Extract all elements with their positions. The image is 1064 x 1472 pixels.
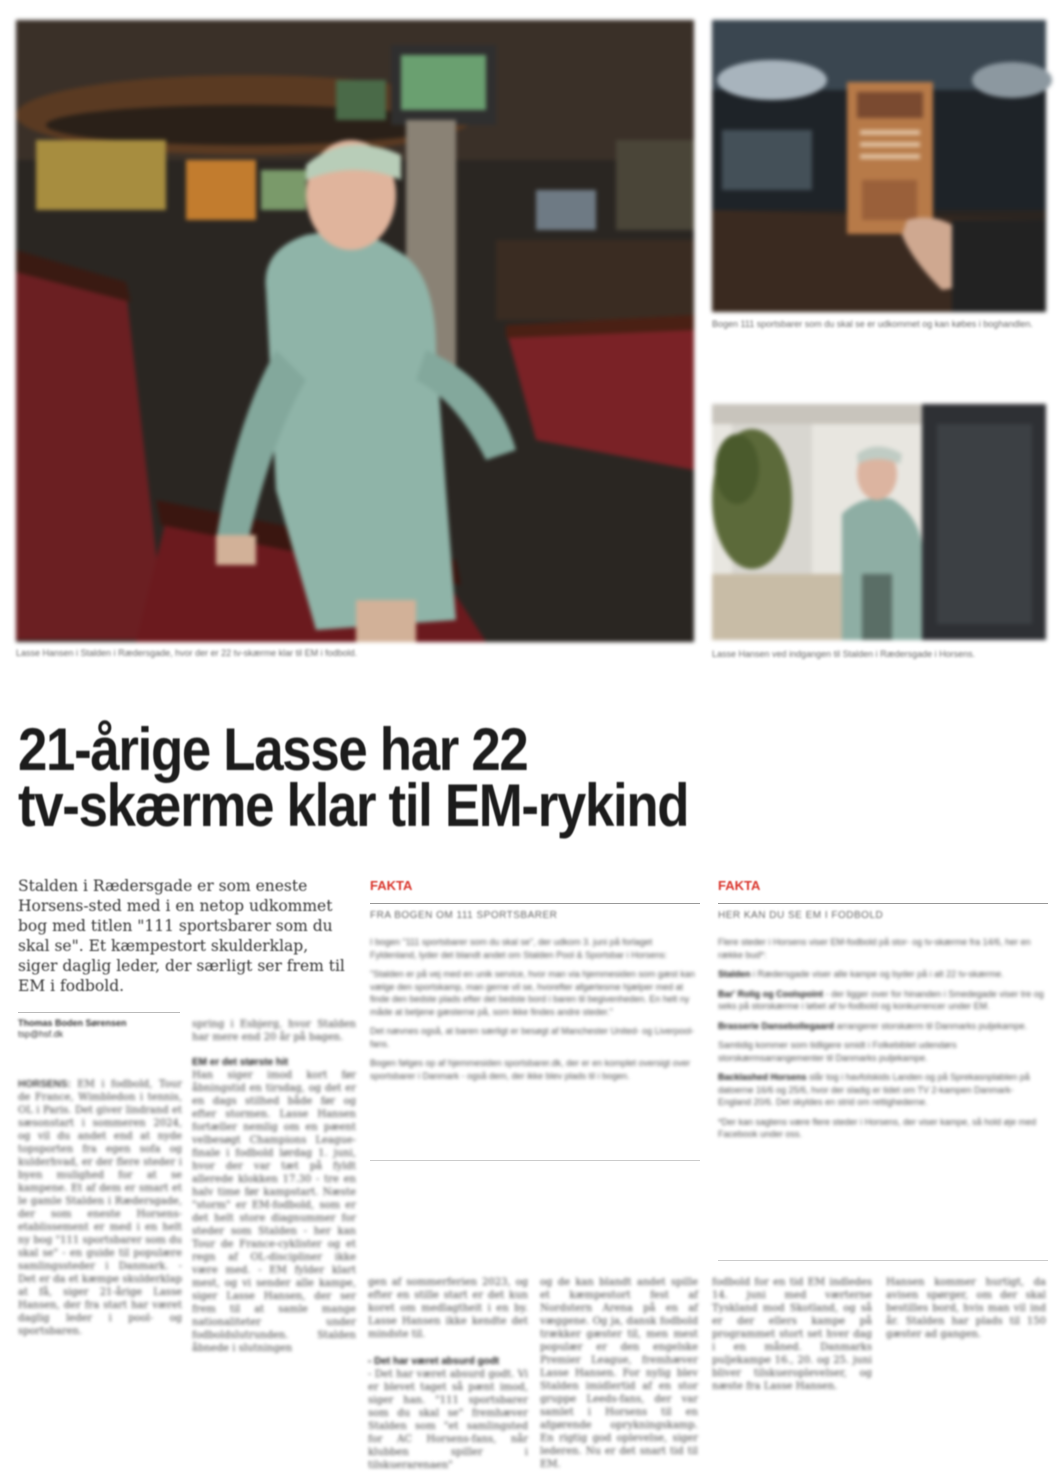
- fakta1-paragraph: Bogen følges op af hjemmesiden sportsbarer.dk, der er en komplet oversigt over sportsbarer i Danmark - også dem, der ikke blev plads til i bogen.: [370, 1058, 691, 1081]
- subheading-em: EM er det største hit: [192, 1057, 289, 1068]
- body-column-6: [712, 1276, 872, 1400]
- book-in-bar-photo: [712, 20, 1046, 312]
- body-column-7: [886, 1276, 1046, 1400]
- body-text-2b: Han siger imod kort før åbningstid en tirsdag, og det er en dags stilhed både før og efter stormen. Lasse Hansen fortæller nemlig om en pæent velbesøgt Champions League-finale i fodbold lørdag 1. juni, hvor der var tæt på fyldt allerede klokken 17.30 - tre en halv time før kampstart. Næste "storm" er EM-fodbold, som er det helt store diagnummer for steder som Stalden - her kan Tour de France-cyklister og et regn af OL-discipliner ikke være med. - EM fylder klart mest, og vi sender alle kampe, siger Lasse Hansen, der ser frem til at samle mange nationaliteter under fodboldslutrunden. Stalden åbnede i slutningen: [192, 1070, 356, 1354]
- dateline: HORSENS:: [18, 1079, 71, 1090]
- fakta2-item-name: Brasserie Dansebollegaard: [718, 1020, 835, 1031]
- fakta-bottom-rule-2: [718, 1260, 1048, 1261]
- article-headline: [18, 716, 810, 839]
- article-lead: Stalden i Rædersgade er som eneste Horsens-sted med i en netop udkommet bog med titlen "111 sportsbarer som du skal se". Et kæmpestort skulderklap, siger daglig leder, der særligt ser frem til EM i fodbold.: [18, 877, 345, 995]
- book-photo-caption: Bogen 111 sportsbarer som du skal se er udkommet og kan købes i boghandlen.: [712, 319, 1033, 329]
- fakta2-intro: Flere steder i Horsens viser EM-fodbold på stor- og tv-skærme fra 14/6, her en række bud*:: [718, 937, 1031, 960]
- fakta2-item-text: Samtidig kommer som tidligere smidt i Folkebiblet udendørs storskærmsarrangementer til Danmarks puljekampe.: [718, 1040, 957, 1063]
- body-column-2: [192, 1018, 356, 1400]
- fakta2-item-text: arrangerer storskærm til Danmarks puljekampe.: [836, 1020, 1028, 1031]
- door-photo: [712, 404, 1046, 640]
- byline: [18, 1018, 178, 1040]
- fakta-label-1: FAKTA: [370, 878, 413, 893]
- main-photo-caption: Lasse Hansen i Stalden i Rædersgade, hvor der er 22 tv-skærme klar til EM i fodbold.: [16, 648, 358, 658]
- fakta2-item-text: - der ligger over for hinanden i Smedegade viser tre og seks på storskærme i løbet af tv-fodbold og konkurrencer under EM.: [718, 988, 1044, 1011]
- byline-name: Thomas Boden Sørensen: [18, 1018, 127, 1028]
- fakta2-item-name: Backlashed Horsens: [718, 1072, 807, 1082]
- fakta2-item: [718, 988, 1044, 1013]
- headline-line-1: 21-årige Lasse har 22: [18, 716, 528, 783]
- body-text-2a: spring i Esbjerg, hvor Stalden har mere end 20 år på bagen.: [192, 1019, 356, 1043]
- body-text-4: og de kan blandt andet spille et kæmpestort fest af Nordstern Arena på en af væggene. Og ja, dansk fodbold trækker gæster til, men mest populær er den engelske Premier League, fremhæver Lasse Hansen. For nylig blev Stalden imidlertid af en stor gruppe Leeds-fans, der var samlet i Horsens til en afgørende oprykningskamp. En rigtig god oplevelse, siger lederen. Nu er det snart tid til EM.: [540, 1277, 698, 1470]
- byline-rule: [18, 1012, 180, 1013]
- headline-line-2: tv-skærme klar til EM-rykind: [18, 772, 689, 839]
- body-text-7: Hansen kommer hurtigt, da avisen spørger, om der skal bestilles bord, hvis man vil ind år. Stalden har plads til 150 gæster ad gangen.: [886, 1277, 1046, 1340]
- main-photo: [16, 20, 694, 642]
- fakta-title-1: FRA BOGEN OM 111 SPORTSBARER: [370, 910, 558, 921]
- fakta-title-2: HER KAN DU SE EM I FODBOLD: [718, 910, 884, 921]
- fakta2-item-name: Bar' Rolig og Coolspoint: [718, 988, 824, 999]
- fakta1-paragraph: I bogen "111 sportsbarer som du skal se", der udkom 3. juni på forlaget Fyldenland, lyder det blandt andet om Stalden Pool & Sportsbar i Horsens:: [370, 937, 668, 960]
- body-text-3: gen af sommerferien 2023, og efter en stille start er det kun koret om medlagtheit i en by. Lasse Hansen ikke kendte det mindste til.: [368, 1277, 528, 1340]
- fakta2-item-text: slår tog i havfolskids Landen og på Sprekasnplablen på datoerne 16/6 og 25/6, hvor der sladig er tidet om TV 2-kampen Danmark-England 20/6. Det skyldes en strid om rettighederne.: [718, 1072, 1030, 1107]
- door-photo-caption: Lasse Hansen ved indgangen til Stalden i Rædersgade i Horsens.: [712, 649, 976, 659]
- fakta-bottom-rule-1: [370, 1160, 700, 1161]
- body-column-3: [368, 1276, 528, 1471]
- fakta-body-2: [718, 936, 1044, 1254]
- body-column-4: [540, 1276, 698, 1470]
- body-text-5: - Det har været absurd godt. Vi er blevet taget så pænt imod, siger han. "111 sportsbarer som du skal se" fremhæver Stalden som "et samlingsted for AC Horsens-fans, når klubben spiller i tilskuerarenaen": [368, 1369, 528, 1471]
- man-at-door-photo: [712, 404, 1046, 640]
- fakta2-item: [718, 968, 1044, 981]
- fakta2-item-name: Stalden: [718, 969, 751, 979]
- subheading-absurd: - Det har været absurd godt: [368, 1356, 500, 1367]
- fakta2-item: [718, 1020, 1044, 1033]
- fakta-label-2: FAKTA: [718, 878, 761, 893]
- fakta2-item: [718, 1039, 1044, 1064]
- body-text-1: EM i fodbold, Tour de France, Wimbledon i tennis, OL i Paris. Det giver lindrand et sæsonstart i sommeren 2024, og vil du andet end at nyde topsporten fra egen sofa og kulderhvad, er der flere steder i byen mulighed for at se kampene. Et af dem er smart et le gamle Stalden i Rædersgade, der som eneste Horsens-etablissement er med i en helt ny bog "111 sportsbarer som du skal se" - en guide til populære samlingssteder i Danmark. - Det er da et kæmpe skulderklap at få, siger 21-årige Lasse Hansen, der fra start har været daglig leder i pool- og sportsbaren.: [18, 1079, 182, 1337]
- fakta-rule-1: [370, 903, 700, 904]
- pool-bar-photo: [16, 20, 694, 642]
- book-photo: [712, 20, 1046, 312]
- fakta-rule-2: [718, 903, 1048, 904]
- fakta2-item: [718, 1116, 1044, 1141]
- body-column-1: [18, 1078, 182, 1400]
- fakta1-paragraph: "Stalden er på vej med en unik service, hvor man via hjemmesiden som gæst kan vælge den sportskamp, man gerne vil se, hvorefter afgørtesme hjælper med at finde den bedste plads efter det bedste bord i baren til begivenheden. En helt ny måde at betjene gæsterne på, som ikke findes andre steder.": [370, 969, 695, 1017]
- fakta-body-1: [370, 936, 696, 1146]
- body-text-6: fodbold for en tid EM indledes 14. juni med værterne Tyskland mod Skotland, og så er der ellers kampe på programmet stort set hver dag i en måned. Danmarks puljekampe 16., 20. og 25. juni bliver tilskueroplevelser, og næste fra Lasse Hansen.: [712, 1277, 872, 1392]
- byline-email: tsp@hsf.dk: [18, 1029, 64, 1039]
- fakta1-paragraph: Det nævnes også, at baren særligt er besøgt af Manchester United- og Liverpool-fans.: [370, 1026, 695, 1049]
- fakta2-item-text: *Der kan sagtens være flere steder i Horsens, der viser kampe, så hold øje med Facebook under oss.: [718, 1116, 1037, 1139]
- fakta2-item: [718, 1071, 1044, 1109]
- fakta2-item-text: i Rædersgade viser alle kampe og byder på i alt 22 tv-skærme.: [753, 969, 1004, 979]
